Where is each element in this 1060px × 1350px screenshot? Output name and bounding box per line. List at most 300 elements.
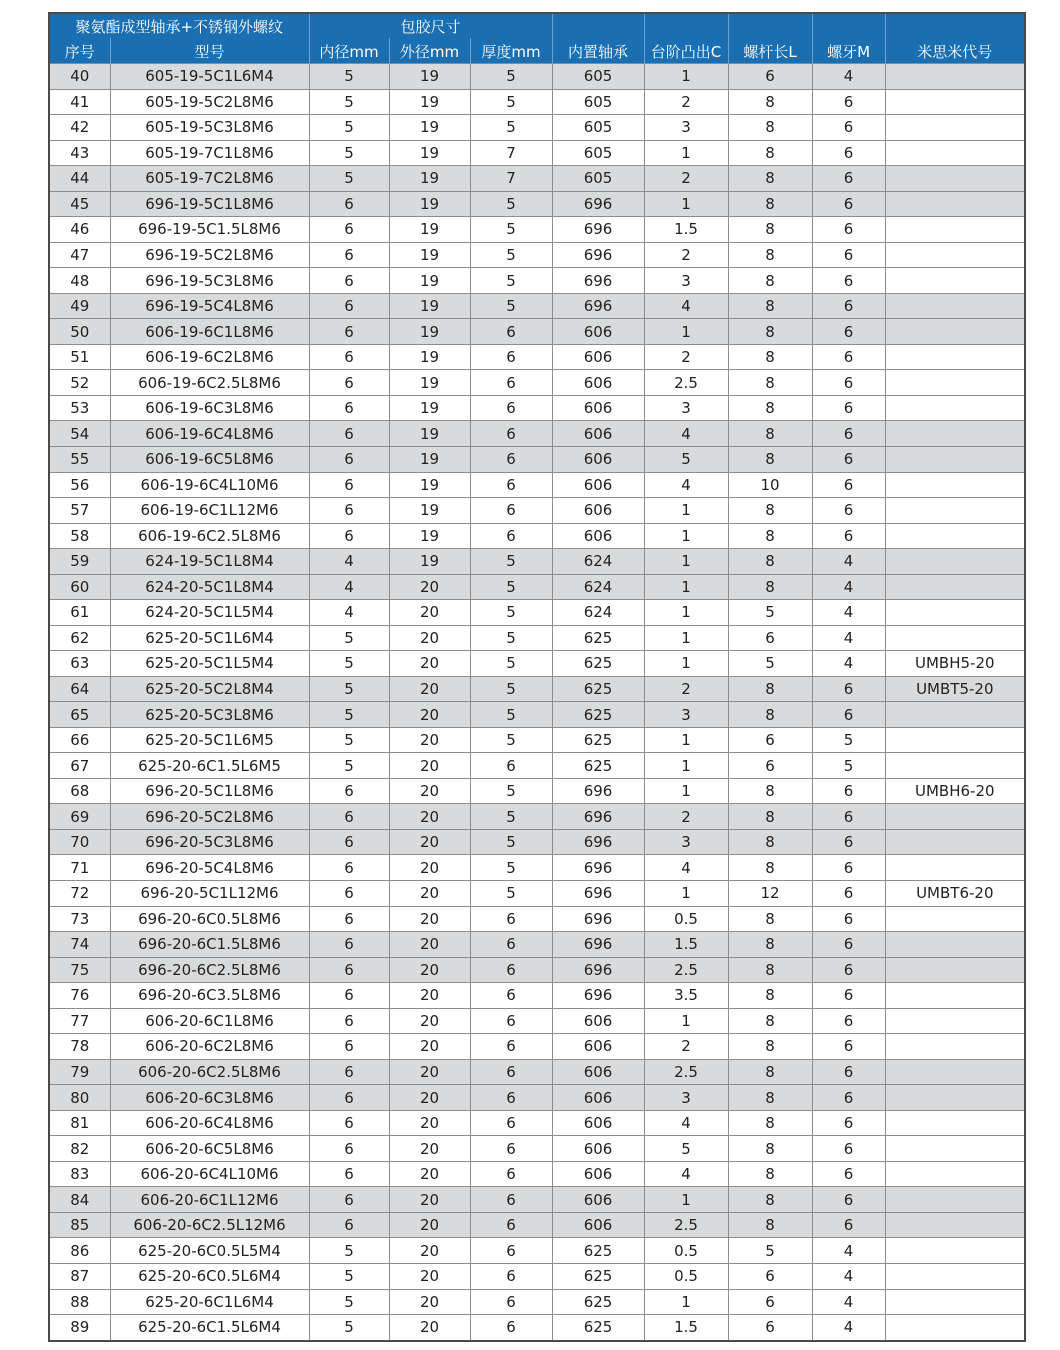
table-cell: 6 <box>812 319 885 345</box>
table-cell: 80 <box>49 1085 110 1111</box>
table-cell: 624-19-5C1L8M4 <box>110 549 309 575</box>
table-cell: 8 <box>728 498 812 524</box>
table-cell <box>885 804 1025 830</box>
table-cell: 20 <box>389 906 470 932</box>
table-cell: 625-20-5C3L8M6 <box>110 702 309 728</box>
table-cell: 1 <box>644 498 728 524</box>
table-cell: 6 <box>309 1110 389 1136</box>
table-cell: 6 <box>812 1136 885 1162</box>
table-cell <box>885 1187 1025 1213</box>
table-cell: 6 <box>812 421 885 447</box>
table-cell: 2.5 <box>644 370 728 396</box>
table-cell: 6 <box>470 1110 552 1136</box>
table-cell: 6 <box>470 1289 552 1315</box>
table-cell: 5 <box>309 727 389 753</box>
table-cell: 6 <box>812 1161 885 1187</box>
table-cell: 6 <box>812 829 885 855</box>
table-cell: 5 <box>309 89 389 115</box>
table-cell: 8 <box>728 932 812 958</box>
table-cell: 1.5 <box>644 1315 728 1341</box>
table-cell <box>885 268 1025 294</box>
table-row <box>49 268 1025 294</box>
table-cell: 20 <box>389 1110 470 1136</box>
table-cell: 66 <box>49 727 110 753</box>
table-cell: 6 <box>812 983 885 1009</box>
table-cell: 6 <box>812 1187 885 1213</box>
table-row <box>49 1034 1025 1060</box>
table-cell: 8 <box>728 906 812 932</box>
table-cell: 6 <box>470 395 552 421</box>
table-cell: 20 <box>389 600 470 626</box>
table-cell: 1 <box>644 64 728 90</box>
table-cell: 6 <box>812 1059 885 1085</box>
table-cell: 6 <box>470 1136 552 1162</box>
table-cell: 625 <box>552 625 644 651</box>
table-cell: 606 <box>552 395 644 421</box>
table-cell: 85 <box>49 1212 110 1238</box>
table-cell: 6 <box>309 1034 389 1060</box>
table-cell: 20 <box>389 1059 470 1085</box>
table-row <box>49 574 1025 600</box>
table-cell: 6 <box>309 217 389 243</box>
column-header: 厚度mm <box>470 39 552 64</box>
table-cell: 6 <box>309 906 389 932</box>
table-cell: 625-20-5C1L5M4 <box>110 651 309 677</box>
table-cell: 6 <box>309 1085 389 1111</box>
table-cell: 5 <box>470 600 552 626</box>
table-cell: 8 <box>728 855 812 881</box>
table-cell: 5 <box>309 1289 389 1315</box>
table-cell: 624 <box>552 574 644 600</box>
table-cell: 77 <box>49 1008 110 1034</box>
table-cell: 19 <box>389 191 470 217</box>
table-cell: 3 <box>644 702 728 728</box>
table-cell: 6 <box>470 1161 552 1187</box>
table-cell: 6 <box>812 89 885 115</box>
table-cell: 20 <box>389 932 470 958</box>
table-cell: 50 <box>49 319 110 345</box>
table-cell <box>885 906 1025 932</box>
table-cell: 1.5 <box>644 217 728 243</box>
table-cell: 605 <box>552 115 644 141</box>
table-cell: 6 <box>309 319 389 345</box>
table-cell: 67 <box>49 753 110 779</box>
table-cell: 8 <box>728 191 812 217</box>
table-cell: 4 <box>812 574 885 600</box>
table-cell: 696 <box>552 268 644 294</box>
table-cell: 625-20-6C0.5L6M4 <box>110 1263 309 1289</box>
table-cell: 625-20-5C1L6M4 <box>110 625 309 651</box>
table-cell: 43 <box>49 140 110 166</box>
table-cell <box>885 191 1025 217</box>
table-cell: 8 <box>728 446 812 472</box>
table-row <box>49 421 1025 447</box>
table-cell: 84 <box>49 1187 110 1213</box>
table-cell: 20 <box>389 1212 470 1238</box>
table-cell: 625-20-6C0.5L5M4 <box>110 1238 309 1264</box>
table-cell: 59 <box>49 549 110 575</box>
table-cell <box>885 115 1025 141</box>
table-cell: 6 <box>309 242 389 268</box>
table-cell: 625 <box>552 1238 644 1264</box>
table-row <box>49 498 1025 524</box>
table-cell: 5 <box>470 829 552 855</box>
table-cell: 8 <box>728 370 812 396</box>
table-cell: 19 <box>389 293 470 319</box>
table-cell: 6 <box>812 268 885 294</box>
table-cell: 5 <box>309 1315 389 1341</box>
table-cell: 6 <box>812 1110 885 1136</box>
table-cell: 72 <box>49 881 110 907</box>
table-cell: 53 <box>49 395 110 421</box>
table-cell: 5 <box>470 778 552 804</box>
table-cell: 606-20-6C1L12M6 <box>110 1187 309 1213</box>
table-cell: 1 <box>644 727 728 753</box>
table-title: 聚氨酯成型轴承+不锈钢外螺纹 <box>49 13 309 39</box>
table-cell: 19 <box>389 549 470 575</box>
table-cell: 6 <box>309 268 389 294</box>
table-cell: 0.5 <box>644 1263 728 1289</box>
table-row <box>49 1212 1025 1238</box>
table-cell: 2 <box>644 89 728 115</box>
table-cell: 625 <box>552 1315 644 1341</box>
table-cell: 6 <box>812 293 885 319</box>
table-cell: 5 <box>309 140 389 166</box>
table-cell: 6 <box>812 242 885 268</box>
table-cell: 20 <box>389 1187 470 1213</box>
table-cell: 5 <box>470 574 552 600</box>
column-header: 序号 <box>49 39 110 64</box>
table-cell <box>885 344 1025 370</box>
table-cell: 606 <box>552 1059 644 1085</box>
table-cell: 78 <box>49 1034 110 1060</box>
table-cell: 8 <box>728 268 812 294</box>
table-cell: 5 <box>470 625 552 651</box>
table-cell: 5 <box>309 1238 389 1264</box>
table-cell: 5 <box>470 702 552 728</box>
table-cell: 8 <box>728 702 812 728</box>
table-cell: 6 <box>309 421 389 447</box>
table-cell: 5 <box>470 293 552 319</box>
table-cell: 41 <box>49 89 110 115</box>
table-cell: 5 <box>470 676 552 702</box>
table-cell: 6 <box>728 727 812 753</box>
table-cell: 606-20-6C5L8M6 <box>110 1136 309 1162</box>
table-cell: 5 <box>470 881 552 907</box>
table-cell: 6 <box>470 753 552 779</box>
table-cell: 4 <box>812 651 885 677</box>
table-row <box>49 855 1025 881</box>
table-cell: 19 <box>389 370 470 396</box>
table-cell: 606 <box>552 1212 644 1238</box>
table-cell: 625 <box>552 727 644 753</box>
title-spacer <box>812 13 885 39</box>
table-cell: 6 <box>470 1212 552 1238</box>
table-cell: 8 <box>728 395 812 421</box>
table-cell: 6 <box>728 1315 812 1341</box>
table-cell: 696 <box>552 778 644 804</box>
table-cell: 0.5 <box>644 906 728 932</box>
table-cell: 8 <box>728 676 812 702</box>
table-row <box>49 395 1025 421</box>
table-cell: 605-19-5C1L6M4 <box>110 64 309 90</box>
table-cell: 6 <box>470 319 552 345</box>
table-cell: 696-20-5C3L8M6 <box>110 829 309 855</box>
table-cell: 6 <box>309 472 389 498</box>
table-row <box>49 829 1025 855</box>
table-cell: 64 <box>49 676 110 702</box>
table-cell: 8 <box>728 804 812 830</box>
table-cell: 19 <box>389 421 470 447</box>
table-cell: 81 <box>49 1110 110 1136</box>
table-cell: 6 <box>812 1212 885 1238</box>
table-cell: 8 <box>728 140 812 166</box>
table-cell: 4 <box>644 472 728 498</box>
group-header: 包胶尺寸 <box>309 13 552 39</box>
table-cell: 606-19-6C1L8M6 <box>110 319 309 345</box>
table-cell: 5 <box>470 242 552 268</box>
table-cell: 1 <box>644 600 728 626</box>
table-cell: 1 <box>644 523 728 549</box>
table-cell: 57 <box>49 498 110 524</box>
table-cell: 0.5 <box>644 1238 728 1264</box>
title-spacer <box>644 13 728 39</box>
table-cell: 2 <box>644 804 728 830</box>
table-cell: 696 <box>552 191 644 217</box>
table-cell: 696 <box>552 881 644 907</box>
table-cell: 20 <box>389 829 470 855</box>
table-row <box>49 625 1025 651</box>
table-cell: 76 <box>49 983 110 1009</box>
table-cell <box>885 319 1025 345</box>
table-cell <box>885 829 1025 855</box>
table-cell: 6 <box>470 983 552 1009</box>
table-cell: 2 <box>644 676 728 702</box>
table-cell: 6 <box>309 1161 389 1187</box>
table-cell: 20 <box>389 753 470 779</box>
table-row <box>49 753 1025 779</box>
table-cell <box>885 89 1025 115</box>
table-cell <box>885 446 1025 472</box>
table-cell: 696-20-5C2L8M6 <box>110 804 309 830</box>
table-cell: 6 <box>309 191 389 217</box>
table-cell: 5 <box>728 651 812 677</box>
table-cell: 8 <box>728 242 812 268</box>
table-cell: 5 <box>309 166 389 192</box>
table-cell: 1 <box>644 753 728 779</box>
table-cell: 6 <box>812 957 885 983</box>
table-cell: 1 <box>644 140 728 166</box>
table-cell: 8 <box>728 1085 812 1111</box>
table-cell: 606-19-6C2.5L8M6 <box>110 523 309 549</box>
table-cell: 69 <box>49 804 110 830</box>
table-cell: 624-20-5C1L8M4 <box>110 574 309 600</box>
table-cell: 6 <box>470 1238 552 1264</box>
table-cell: 6 <box>309 1136 389 1162</box>
table-row <box>49 1289 1025 1315</box>
column-header: 内置轴承 <box>552 39 644 64</box>
table-cell: 1 <box>644 651 728 677</box>
table-cell: 6 <box>470 1263 552 1289</box>
table-cell <box>885 753 1025 779</box>
table-cell: 20 <box>389 1034 470 1060</box>
table-cell <box>885 370 1025 396</box>
table-cell: 606 <box>552 319 644 345</box>
table-cell: 606 <box>552 370 644 396</box>
table-cell: 6 <box>812 217 885 243</box>
column-header: 外径mm <box>389 39 470 64</box>
table-cell: 606 <box>552 1008 644 1034</box>
table-cell: 8 <box>728 1059 812 1085</box>
table-cell: 6 <box>470 1085 552 1111</box>
table-cell: 606-19-6C1L12M6 <box>110 498 309 524</box>
table-cell: 1 <box>644 1187 728 1213</box>
table-row <box>49 778 1025 804</box>
table-cell: 1 <box>644 191 728 217</box>
table-cell: 19 <box>389 217 470 243</box>
table-cell: 19 <box>389 268 470 294</box>
table-cell: 606 <box>552 472 644 498</box>
table-row <box>49 957 1025 983</box>
table-row <box>49 727 1025 753</box>
table-cell: 1 <box>644 625 728 651</box>
table-cell: 6 <box>812 906 885 932</box>
table-cell: 5 <box>728 600 812 626</box>
table-cell: 606-20-6C2L8M6 <box>110 1034 309 1060</box>
table-row <box>49 446 1025 472</box>
table-cell: 624 <box>552 549 644 575</box>
table-cell: 625 <box>552 753 644 779</box>
table-cell: 5 <box>470 855 552 881</box>
table-row <box>49 881 1025 907</box>
table-cell: 19 <box>389 523 470 549</box>
table-row <box>49 115 1025 141</box>
table-cell: 6 <box>812 140 885 166</box>
table-cell: 5 <box>309 1263 389 1289</box>
table-cell: 696 <box>552 829 644 855</box>
table-cell: 4 <box>812 549 885 575</box>
table-cell <box>885 1085 1025 1111</box>
table-cell: 88 <box>49 1289 110 1315</box>
table-cell: 68 <box>49 778 110 804</box>
table-cell: 1 <box>644 778 728 804</box>
table-cell: 1 <box>644 1289 728 1315</box>
table-cell: 605-19-7C2L8M6 <box>110 166 309 192</box>
table-cell: 6 <box>728 625 812 651</box>
table-cell <box>885 472 1025 498</box>
table-cell: 696-20-5C4L8M6 <box>110 855 309 881</box>
table-cell: 606 <box>552 1187 644 1213</box>
table-cell: 6 <box>812 191 885 217</box>
table-cell: 6 <box>812 472 885 498</box>
table-row <box>49 549 1025 575</box>
table-cell: 605 <box>552 166 644 192</box>
table-cell: 606 <box>552 1034 644 1060</box>
table-cell: 82 <box>49 1136 110 1162</box>
title-row <box>49 13 1025 39</box>
table-cell: 20 <box>389 983 470 1009</box>
table-cell: 606-20-6C1L8M6 <box>110 1008 309 1034</box>
table-cell: 5 <box>470 64 552 90</box>
table-cell: 696-19-5C1.5L8M6 <box>110 217 309 243</box>
title-spacer <box>885 13 1025 39</box>
table-cell <box>885 957 1025 983</box>
table-cell: 6 <box>309 1187 389 1213</box>
table-cell: 625-20-6C1L6M4 <box>110 1289 309 1315</box>
table-cell: 20 <box>389 1161 470 1187</box>
table-cell: 4 <box>812 64 885 90</box>
table-cell: 6 <box>309 370 389 396</box>
table-cell <box>885 166 1025 192</box>
table-cell: 6 <box>309 1008 389 1034</box>
table-cell: 56 <box>49 472 110 498</box>
table-row <box>49 1238 1025 1264</box>
table-cell: 61 <box>49 600 110 626</box>
table-cell: 625 <box>552 1263 644 1289</box>
table-cell: UMBT5-20 <box>885 676 1025 702</box>
column-header: 型号 <box>110 39 309 64</box>
table-cell: 20 <box>389 1289 470 1315</box>
table-cell: 6 <box>470 498 552 524</box>
table-head <box>49 13 1025 64</box>
table-cell: 625-20-6C1.5L6M4 <box>110 1315 309 1341</box>
table-cell: 6 <box>812 498 885 524</box>
table-cell: 6 <box>309 1059 389 1085</box>
table-cell: 696 <box>552 983 644 1009</box>
table-cell: 70 <box>49 829 110 855</box>
table-cell: 20 <box>389 778 470 804</box>
table-cell: 20 <box>389 1136 470 1162</box>
table-cell: 6 <box>470 523 552 549</box>
table-cell: 3 <box>644 829 728 855</box>
table-cell: 8 <box>728 1161 812 1187</box>
table-cell: 6 <box>309 498 389 524</box>
table-cell: 19 <box>389 64 470 90</box>
table-cell: 4 <box>812 625 885 651</box>
table-cell: 606 <box>552 498 644 524</box>
table-cell: 4 <box>812 1289 885 1315</box>
table-cell: 6 <box>812 702 885 728</box>
table-cell: 12 <box>728 881 812 907</box>
table-cell: 79 <box>49 1059 110 1085</box>
table-cell: 8 <box>728 1136 812 1162</box>
column-header: 米思米代号 <box>885 39 1025 64</box>
table-cell: 696 <box>552 932 644 958</box>
table-cell: 86 <box>49 1238 110 1264</box>
table-cell: 20 <box>389 702 470 728</box>
table-cell: 19 <box>389 140 470 166</box>
table-cell <box>885 64 1025 90</box>
table-cell: 606-19-6C3L8M6 <box>110 395 309 421</box>
table-cell: 2.5 <box>644 957 728 983</box>
table-cell: UMBH5-20 <box>885 651 1025 677</box>
table-cell: 6 <box>812 1008 885 1034</box>
table-cell: 696-20-6C2.5L8M6 <box>110 957 309 983</box>
table-cell: 625 <box>552 1289 644 1315</box>
table-cell: 605-19-5C2L8M6 <box>110 89 309 115</box>
table-cell <box>885 600 1025 626</box>
table-row <box>49 191 1025 217</box>
table-cell: 73 <box>49 906 110 932</box>
table-cell: 6 <box>309 804 389 830</box>
table-cell: 6 <box>812 778 885 804</box>
column-header: 内径mm <box>309 39 389 64</box>
table-cell: 45 <box>49 191 110 217</box>
table-row <box>49 1110 1025 1136</box>
table-cell: 20 <box>389 574 470 600</box>
table-cell: 20 <box>389 957 470 983</box>
table-cell: 6 <box>470 370 552 396</box>
